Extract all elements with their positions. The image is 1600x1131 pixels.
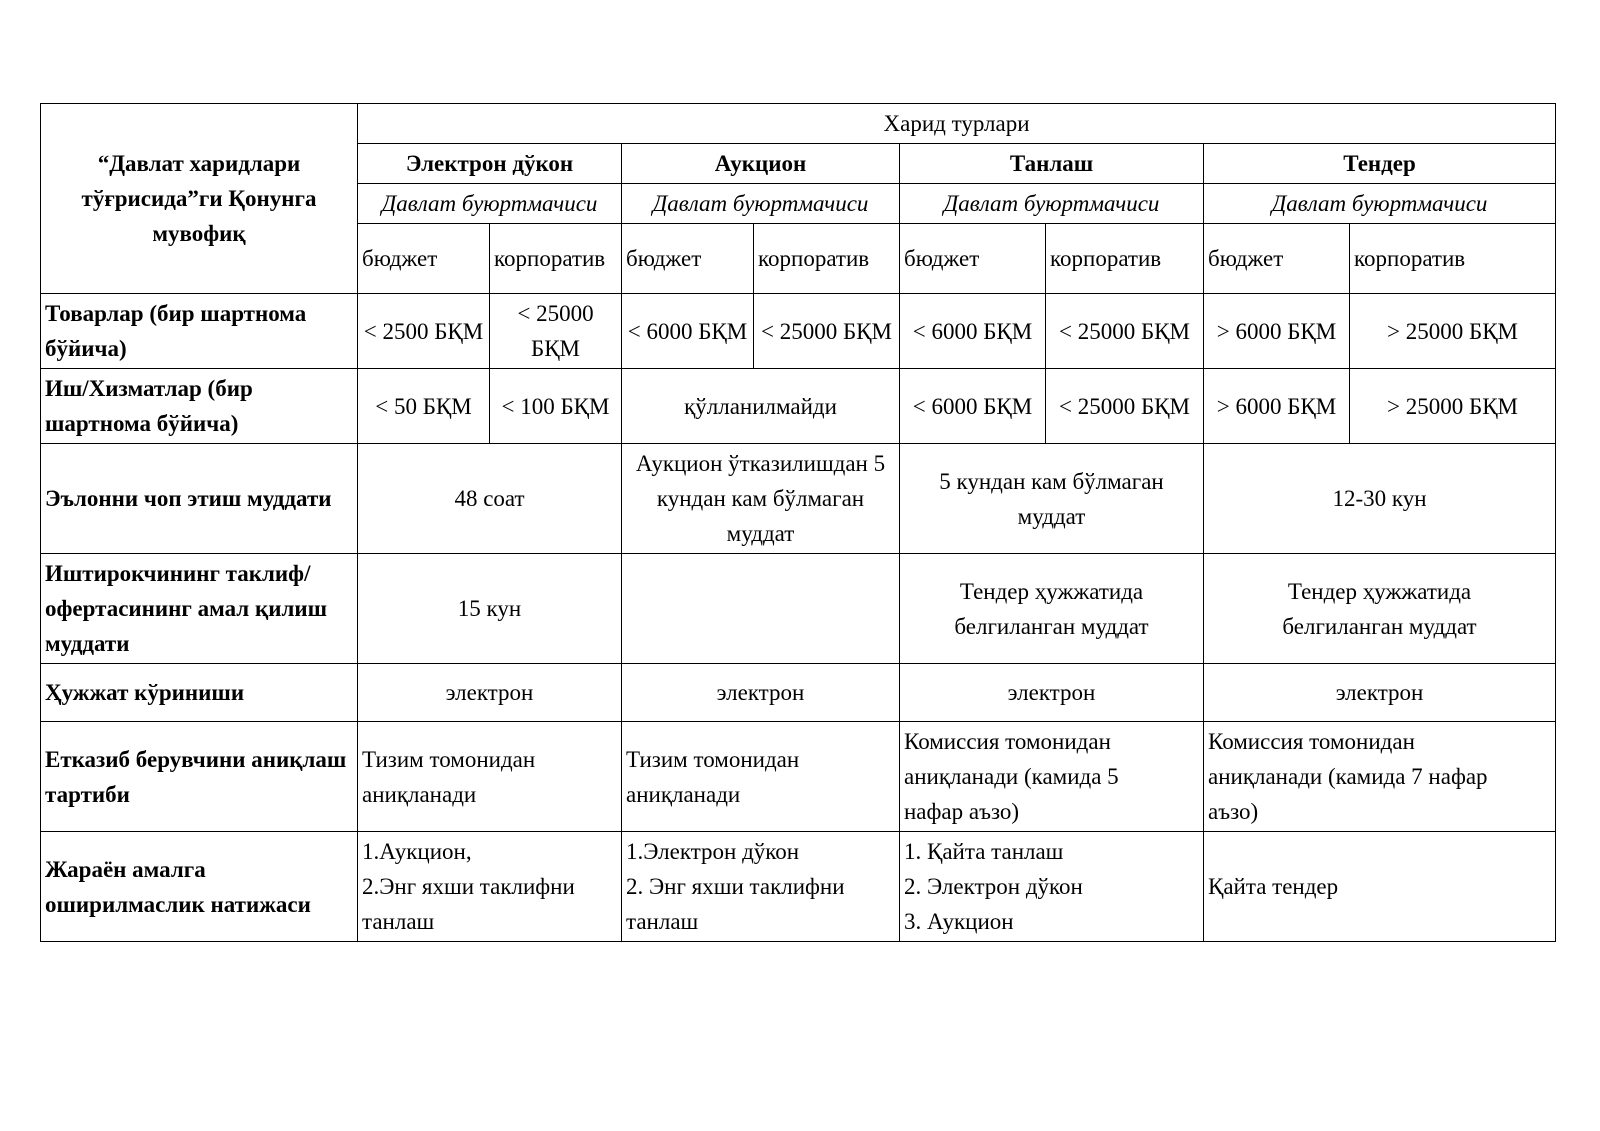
table-row: [41, 369, 1556, 444]
notice-auction: Аукцион ўтказилишдан 5 кундан кам бўлмаган муддат: [622, 444, 900, 554]
works-selection-corporate: < 25000 БҚМ: [1046, 369, 1204, 444]
failure-item: 1.Аукцион,: [362, 839, 472, 864]
row-label-goods: Товарлар (бир шартнома бўйича): [41, 294, 358, 369]
corporate-header-tender: корпоратив: [1350, 224, 1556, 294]
row-label-validity: Иштирокчининг таклиф/офертасининг амал қилиш муддати: [41, 554, 358, 664]
goods-tender-budget: > 6000 БҚМ: [1204, 294, 1350, 369]
goods-auction-budget: < 6000 БҚМ: [622, 294, 754, 369]
supplier-selection: Комиссия томонидан аниқланади (камида 5 нафар аъзо): [900, 722, 1204, 832]
validity-electronic-shop: 15 кун: [358, 554, 622, 664]
failure-item: 2.Энг яхши таклифни танлаш: [362, 874, 575, 934]
corporate-header-auction: корпоратив: [754, 224, 900, 294]
validity-selection: Тендер ҳужжатида белгиланган муддат: [900, 554, 1204, 664]
works-selection-budget: < 6000 БҚМ: [900, 369, 1046, 444]
works-auction: қўлланилмайди: [622, 369, 900, 444]
corner-header-text: “Давлат харидлари тўғрисида”ги Қонунга мувофиқ: [81, 151, 317, 246]
procurement-comparison-table: [40, 103, 1556, 942]
customer-header-auction: Давлат буюртмачиси: [622, 184, 900, 224]
row-label-failure: Жараён амалга оширилмаслик натижаси: [41, 832, 358, 942]
purchase-types-header: [358, 104, 1556, 144]
budget-header-selection: бюджет: [900, 224, 1046, 294]
budget-header-auction: бюджет: [622, 224, 754, 294]
notice-selection: 5 кундан кам бўлмаган муддат: [900, 444, 1204, 554]
row-label-works: Иш/Хизматлар (бир шартнома бўйича): [41, 369, 358, 444]
goods-selection-budget: < 6000 БҚМ: [900, 294, 1046, 369]
method-header-auction: Аукцион: [622, 144, 900, 184]
corner-header-cell: [41, 104, 358, 294]
works-electronic-shop-corporate: < 100 БҚМ: [490, 369, 622, 444]
failure-item: 3. Аукцион: [904, 909, 1014, 934]
row-label-supplier: Етказиб берувчини аниқлаш тартиби: [41, 722, 358, 832]
table-row: [41, 832, 1556, 942]
failure-auction: [622, 832, 900, 942]
works-tender-budget: > 6000 БҚМ: [1204, 369, 1350, 444]
doc-form-auction: электрон: [622, 664, 900, 722]
doc-form-selection: электрон: [900, 664, 1204, 722]
budget-header-electronic-shop: бюджет: [358, 224, 490, 294]
goods-electronic-shop-corporate: < 25000 БҚМ: [490, 294, 622, 369]
budget-header-tender: бюджет: [1204, 224, 1350, 294]
supplier-tender: Комиссия томонидан аниқланади (камида 7 нафар аъзо): [1204, 722, 1556, 832]
table-row: [41, 664, 1556, 722]
method-header-tender: Тендер: [1204, 144, 1556, 184]
purchase-types-header-text: Харид турлари: [883, 111, 1030, 136]
works-electronic-shop-budget: < 50 БҚМ: [358, 369, 490, 444]
failure-item: 2. Энг яхши таклифни танлаш: [626, 874, 845, 934]
failure-item: 2. Электрон дўкон: [904, 874, 1083, 899]
failure-electronic-shop: [358, 832, 622, 942]
customer-header-electronic-shop: Давлат буюртмачиси: [358, 184, 622, 224]
customer-header-selection: Давлат буюртмачиси: [900, 184, 1204, 224]
works-tender-corporate: > 25000 БҚМ: [1350, 369, 1556, 444]
row-label-document-form: Ҳужжат кўриниши: [41, 664, 358, 722]
supplier-auction: Тизим томонидан аниқланади: [622, 722, 900, 832]
table-row: [41, 444, 1556, 554]
failure-item: 1.Электрон дўкон: [626, 839, 800, 864]
notice-electronic-shop: 48 соат: [358, 444, 622, 554]
corporate-header-electronic-shop: корпоратив: [490, 224, 622, 294]
table-row: [41, 554, 1556, 664]
failure-item: Қайта тендер: [1208, 874, 1339, 899]
method-header-selection: Танлаш: [900, 144, 1204, 184]
row-label-notice: Эълонни чоп этиш муддати: [41, 444, 358, 554]
failure-selection: [900, 832, 1204, 942]
customer-header-tender: Давлат буюртмачиси: [1204, 184, 1556, 224]
corporate-header-selection: корпоратив: [1046, 224, 1204, 294]
table-row: [41, 294, 1556, 369]
notice-tender: 12-30 кун: [1204, 444, 1556, 554]
doc-form-tender: электрон: [1204, 664, 1556, 722]
validity-tender: Тендер ҳужжатида белгиланган муддат: [1204, 554, 1556, 664]
goods-tender-corporate: > 25000 БҚМ: [1350, 294, 1556, 369]
table-row: [41, 722, 1556, 832]
failure-item: 1. Қайта танлаш: [904, 839, 1064, 864]
method-header-electronic-shop: Электрон дўкон: [358, 144, 622, 184]
supplier-electronic-shop: Тизим томонидан аниқланади: [358, 722, 622, 832]
goods-electronic-shop-budget: < 2500 БҚМ: [358, 294, 490, 369]
goods-auction-corporate: < 25000 БҚМ: [754, 294, 900, 369]
doc-form-electronic-shop: электрон: [358, 664, 622, 722]
failure-tender: [1204, 832, 1556, 942]
validity-auction: [622, 554, 900, 664]
goods-selection-corporate: < 25000 БҚМ: [1046, 294, 1204, 369]
